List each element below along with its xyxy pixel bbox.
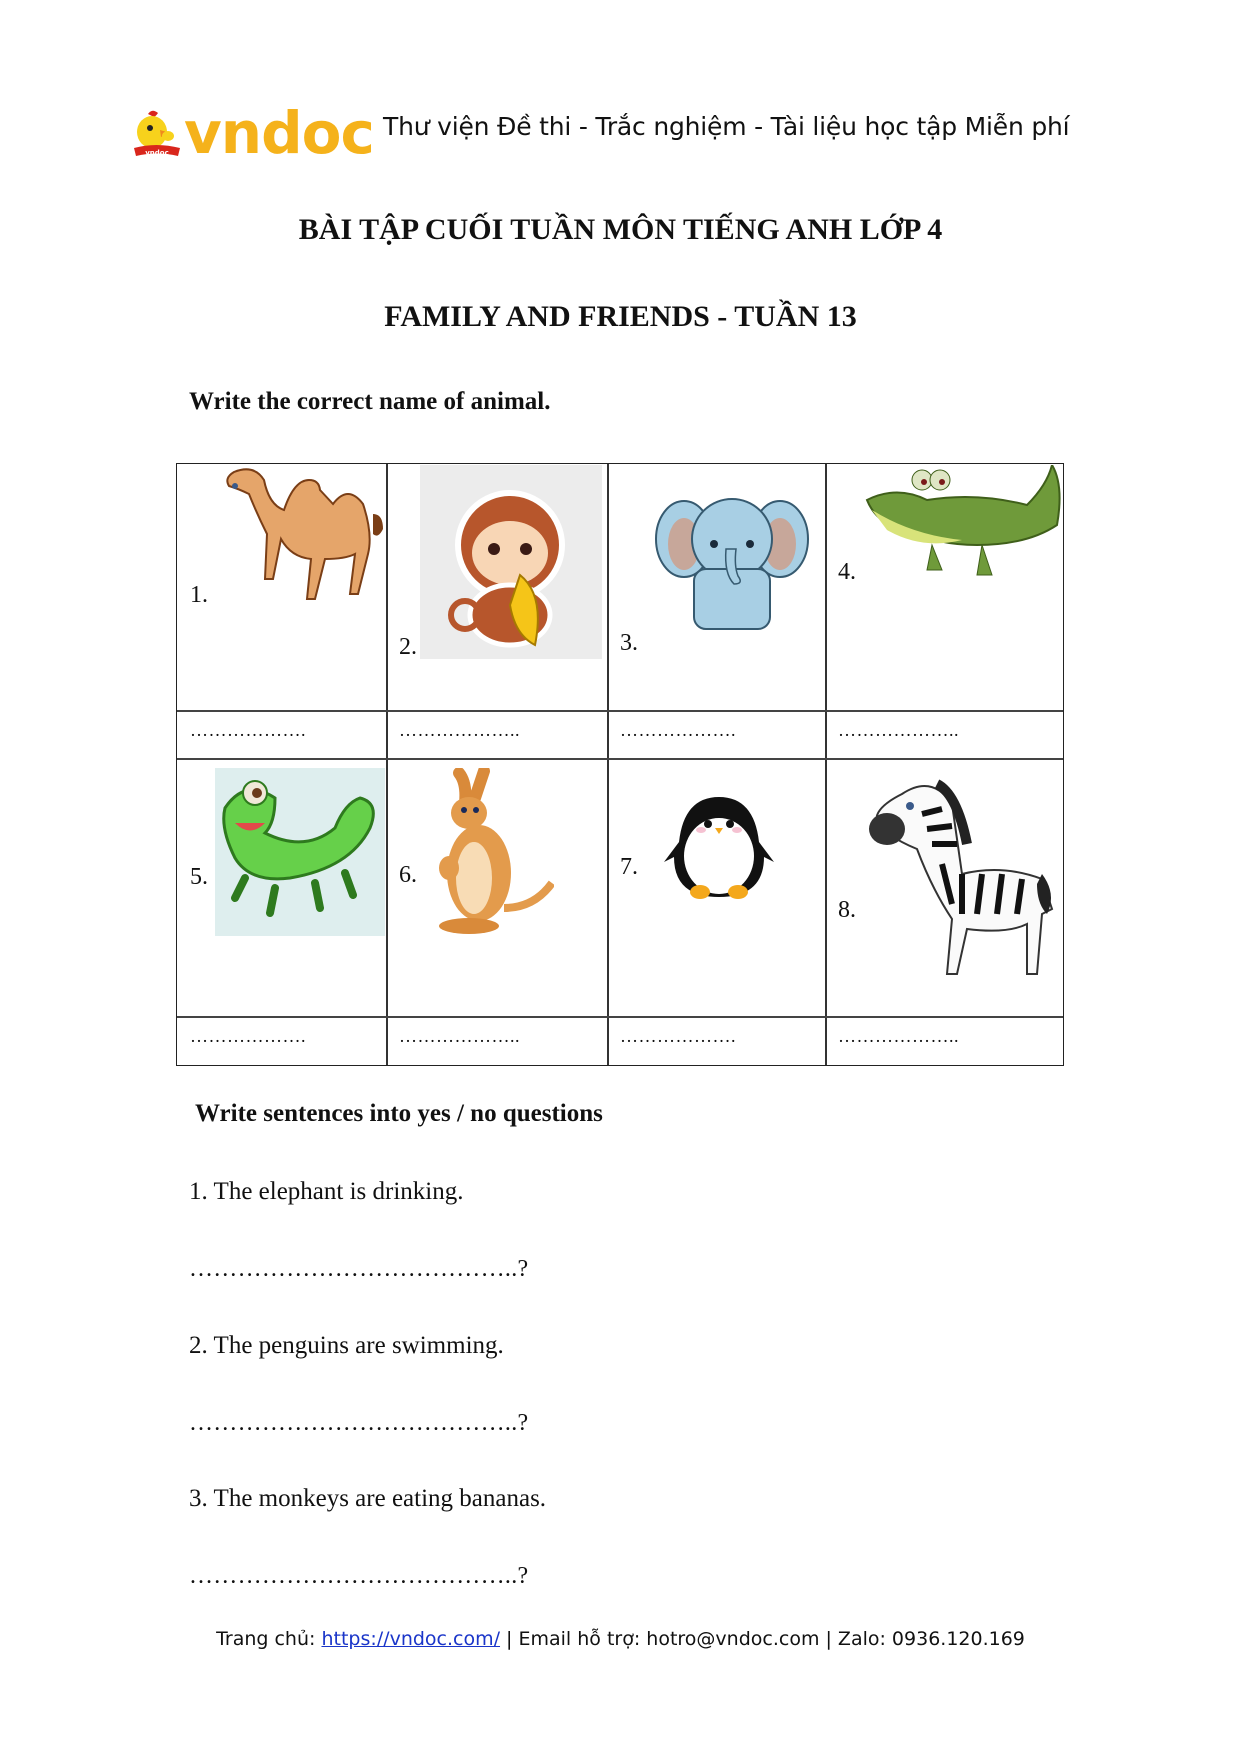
item-number: 3. xyxy=(620,630,638,656)
answer-blank[interactable]: …………………………………..? xyxy=(189,1410,529,1436)
svg-text:vndoc: vndoc xyxy=(145,149,169,157)
page-subtitle: FAMILY AND FRIENDS - TUẦN 13 xyxy=(384,300,857,333)
exercise1-instruction: Write the correct name of animal. xyxy=(189,388,551,415)
sentence: 1. The elephant is drinking. xyxy=(189,1178,464,1205)
chicken-mascot-icon xyxy=(130,108,184,162)
vndoc-logo[interactable] xyxy=(128,99,374,167)
zebra-image xyxy=(862,774,1057,984)
answer-blank[interactable]: ……………….. xyxy=(399,1026,520,1046)
table-divider xyxy=(386,464,388,1065)
item-number: 1. xyxy=(190,582,208,608)
sentence: 3. The monkeys are eating bananas. xyxy=(189,1485,547,1512)
page-header xyxy=(128,100,1118,170)
answer-blank[interactable]: ……………….. xyxy=(399,720,520,740)
table-divider xyxy=(607,464,609,1065)
home-link[interactable]: https://vndoc.com/ xyxy=(321,1628,501,1650)
sentence: 2. The penguins are swimming. xyxy=(189,1332,504,1359)
contact-info: | Email hỗ trợ: hotro@vndoc.com | Zalo: 0936.120.169 xyxy=(500,1628,1025,1650)
table-divider xyxy=(177,758,1063,760)
animal-table xyxy=(176,463,1064,1066)
item-number: 5. xyxy=(190,864,208,890)
lizard-image xyxy=(215,768,385,936)
answer-blank[interactable]: ………………. xyxy=(190,720,306,740)
answer-blank[interactable]: …………………………………..? xyxy=(189,1256,529,1282)
crocodile-image xyxy=(862,465,1064,585)
monkey-image xyxy=(420,465,602,659)
table-divider xyxy=(825,464,827,1065)
item-number: 6. xyxy=(399,862,417,888)
home-label: Trang chủ: xyxy=(216,1628,322,1650)
camel-image xyxy=(213,464,385,609)
item-number: 4. xyxy=(838,559,856,585)
item-number: 8. xyxy=(838,897,856,923)
item-number: 2. xyxy=(399,634,417,660)
answer-blank[interactable]: ………………. xyxy=(620,1026,736,1046)
table-divider xyxy=(177,710,1063,712)
page-footer xyxy=(0,1628,1241,1650)
answer-blank[interactable]: ……………….. xyxy=(838,1026,959,1046)
item-number: 7. xyxy=(620,854,638,880)
table-divider xyxy=(177,1016,1063,1018)
answer-blank[interactable]: ………………. xyxy=(190,1026,306,1046)
exercise2-instruction: Write sentences into yes / no questions xyxy=(195,1100,603,1127)
page-title: BÀI TẬP CUỐI TUẦN MÔN TIẾNG ANH LỚP 4 xyxy=(298,213,943,246)
answer-blank[interactable]: ………………. xyxy=(620,720,736,740)
elephant-image xyxy=(652,494,812,634)
answer-blank[interactable]: ……………….. xyxy=(838,720,959,740)
brand-wordmark: vndoc xyxy=(184,99,374,167)
site-tagline: Thư viện Đề thi - Trắc nghiệm - Tài liệu học tập Miễn phí xyxy=(383,112,1070,141)
penguin-image xyxy=(662,794,777,904)
kangaroo-image xyxy=(429,768,554,938)
answer-blank[interactable]: …………………………………..? xyxy=(189,1563,529,1589)
